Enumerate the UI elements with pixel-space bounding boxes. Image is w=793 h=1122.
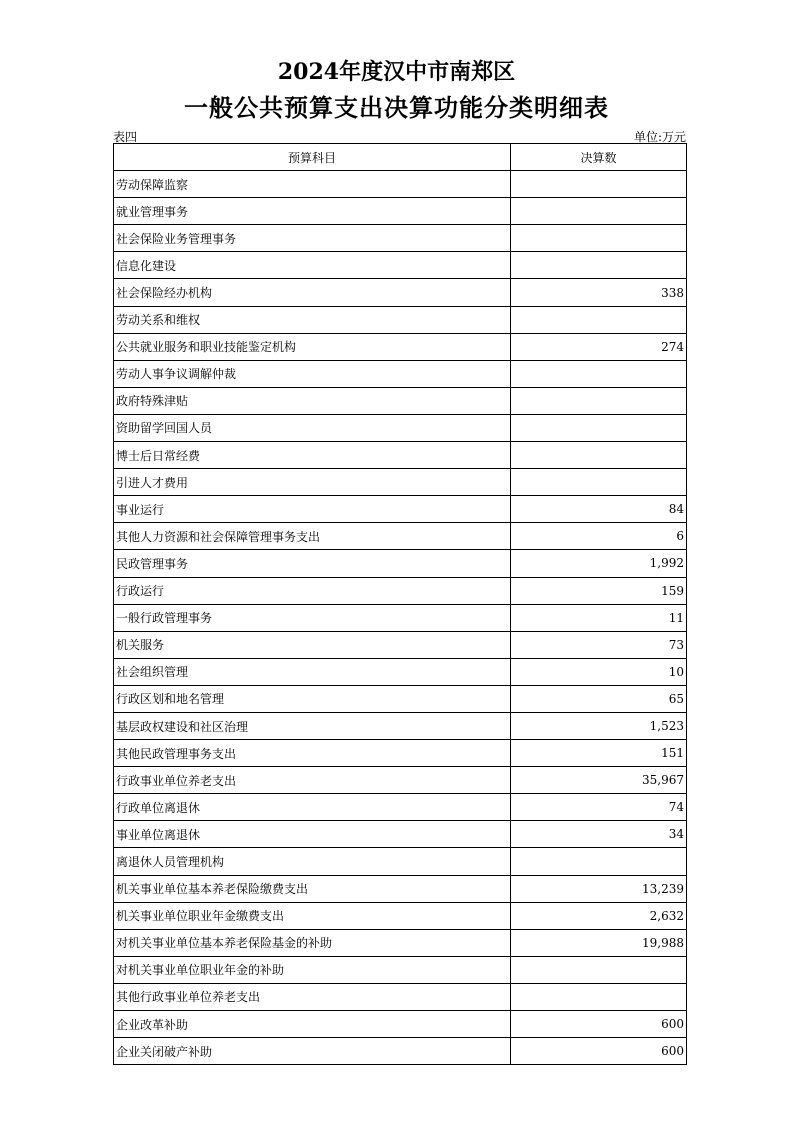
- table-row: [114, 1011, 687, 1038]
- table-row: [114, 740, 687, 767]
- report-title-line2: 一般公共预算支出决算功能分类明细表: [184, 93, 609, 122]
- row-amount: 1,523: [511, 712, 687, 739]
- row-subject: 机关事业单位基本养老保险缴费支出: [114, 875, 511, 902]
- row-amount: [511, 956, 687, 983]
- row-amount: 338: [511, 279, 687, 306]
- table-row: [114, 414, 687, 441]
- table-row: [114, 767, 687, 794]
- row-amount: [511, 469, 687, 496]
- row-subject: 行政运行: [114, 577, 511, 604]
- row-amount: 34: [511, 821, 687, 848]
- column-header-subject: 预算科目: [114, 144, 511, 171]
- table-row: [114, 577, 687, 604]
- row-amount: 159: [511, 577, 687, 604]
- row-amount: [511, 442, 687, 469]
- table-row: [114, 658, 687, 685]
- table-row: [114, 225, 687, 252]
- row-amount: 11: [511, 604, 687, 631]
- table-row: [114, 712, 687, 739]
- table-row: [114, 631, 687, 658]
- row-amount: 84: [511, 496, 687, 523]
- row-subject: 社会保险经办机构: [114, 279, 511, 306]
- table-row: [114, 848, 687, 875]
- table-row: [114, 442, 687, 469]
- row-amount: [511, 848, 687, 875]
- row-amount: [511, 983, 687, 1010]
- table-row: [114, 387, 687, 414]
- row-amount: [511, 171, 687, 198]
- row-amount: 151: [511, 740, 687, 767]
- row-subject: 机关事业单位职业年金缴费支出: [114, 902, 511, 929]
- table-row: [114, 794, 687, 821]
- row-subject: 机关服务: [114, 631, 511, 658]
- table-row: [114, 469, 687, 496]
- row-subject: 事业运行: [114, 496, 511, 523]
- table-row: [114, 821, 687, 848]
- row-subject: 劳动人事争议调解仲裁: [114, 360, 511, 387]
- row-amount: 600: [511, 1011, 687, 1038]
- row-subject: 民政管理事务: [114, 550, 511, 577]
- row-amount: 600: [511, 1038, 687, 1065]
- table-row: [114, 523, 687, 550]
- row-amount: 73: [511, 631, 687, 658]
- row-subject: 劳动保障监察: [114, 171, 511, 198]
- row-subject: 其他人力资源和社会保障管理事务支出: [114, 523, 511, 550]
- row-amount: [511, 360, 687, 387]
- row-subject: 资助留学回国人员: [114, 414, 511, 441]
- row-subject: 引进人才费用: [114, 469, 511, 496]
- table-label: 表四: [113, 130, 138, 144]
- row-amount: 10: [511, 658, 687, 685]
- table-row: [114, 496, 687, 523]
- row-amount: 274: [511, 333, 687, 360]
- row-subject: 博士后日常经费: [114, 442, 511, 469]
- row-subject: 公共就业服务和职业技能鉴定机构: [114, 333, 511, 360]
- row-subject: 其他行政事业单位养老支出: [114, 983, 511, 1010]
- table-row: [114, 902, 687, 929]
- row-amount: [511, 252, 687, 279]
- table-row: [114, 252, 687, 279]
- row-subject: 事业单位离退休: [114, 821, 511, 848]
- row-subject: 行政单位离退休: [114, 794, 511, 821]
- table-header-row: [114, 144, 687, 171]
- row-amount: [511, 198, 687, 225]
- row-amount: 65: [511, 685, 687, 712]
- row-subject: 政府特殊津贴: [114, 387, 511, 414]
- row-amount: 13,239: [511, 875, 687, 902]
- table-row: [114, 983, 687, 1010]
- table-row: [114, 306, 687, 333]
- row-subject: 企业改革补助: [114, 1011, 511, 1038]
- row-subject: 对机关事业单位基本养老保险基金的补助: [114, 929, 511, 956]
- table-row: [114, 604, 687, 631]
- row-subject: 社会保险业务管理事务: [114, 225, 511, 252]
- table-row: [114, 1038, 687, 1065]
- row-amount: 35,967: [511, 767, 687, 794]
- row-subject: 劳动关系和维权: [114, 306, 511, 333]
- budget-table: [113, 143, 687, 1065]
- row-subject: 离退休人员管理机构: [114, 848, 511, 875]
- table-row: [114, 685, 687, 712]
- row-subject: 一般行政管理事务: [114, 604, 511, 631]
- table-row: [114, 875, 687, 902]
- row-amount: [511, 225, 687, 252]
- row-subject: 基层政权建设和社区治理: [114, 712, 511, 739]
- row-subject: 行政区划和地名管理: [114, 685, 511, 712]
- table-row: [114, 333, 687, 360]
- row-amount: [511, 306, 687, 333]
- row-amount: 19,988: [511, 929, 687, 956]
- unit-label: 单位:万元: [633, 130, 686, 144]
- table-row: [114, 198, 687, 225]
- column-header-amount: 决算数: [511, 144, 687, 171]
- table-row: [114, 956, 687, 983]
- table-row: [114, 360, 687, 387]
- row-subject: 社会组织管理: [114, 658, 511, 685]
- row-amount: [511, 387, 687, 414]
- row-amount: 2,632: [511, 902, 687, 929]
- row-amount: 74: [511, 794, 687, 821]
- row-amount: 6: [511, 523, 687, 550]
- table-row: [114, 550, 687, 577]
- row-subject: 企业关闭破产补助: [114, 1038, 511, 1065]
- row-amount: [511, 414, 687, 441]
- row-subject: 就业管理事务: [114, 198, 511, 225]
- table-row: [114, 171, 687, 198]
- row-subject: 其他民政管理事务支出: [114, 740, 511, 767]
- row-amount: 1,992: [511, 550, 687, 577]
- table-row: [114, 929, 687, 956]
- table-row: [114, 279, 687, 306]
- report-title-line1: 2024年度汉中市南郑区: [277, 59, 516, 85]
- row-subject: 对机关事业单位职业年金的补助: [114, 956, 511, 983]
- row-subject: 信息化建设: [114, 252, 511, 279]
- row-subject: 行政事业单位养老支出: [114, 767, 511, 794]
